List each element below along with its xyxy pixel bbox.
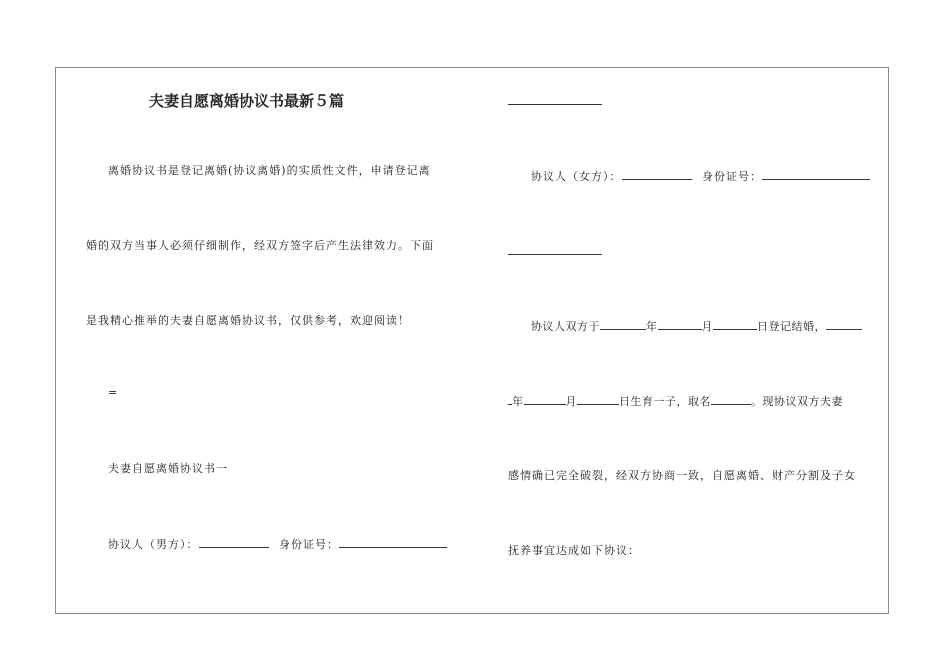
marriage-day-blank	[713, 319, 757, 330]
birth-day-blank	[577, 394, 619, 405]
man-name-blank	[199, 537, 269, 548]
separator-mark: =	[108, 386, 119, 399]
birth-year-blank-start	[826, 319, 862, 330]
woman-party-label: 协议人（女方）：	[531, 170, 622, 183]
continuation-line-top	[508, 104, 602, 105]
marriage-month-blank	[658, 319, 702, 330]
child-name-blank	[711, 394, 751, 405]
woman-party-row	[531, 168, 870, 184]
document-page	[55, 67, 889, 614]
intro-line-3: 是我精心推举的夫妻自愿离婚协议书，仅供参考，欢迎阅读！	[86, 314, 410, 327]
woman-id-continuation-line	[508, 254, 602, 255]
marriage-year-blank	[600, 319, 646, 330]
child-birth-row: 年 月 日生育一子，取名 。现协议双方夫妻	[508, 393, 843, 409]
breakup-line: 感情确已完全破裂，经双方协商一致，自愿离婚、财产分割及子女	[508, 469, 856, 482]
section-heading: 夫妻自愿离婚协议书一	[108, 462, 228, 475]
agreement-line: 抚养事宜达成如下协议：	[508, 544, 640, 557]
intro-line-2: 婚的双方当事人必须仔细制作，经双方签字后产生法律效力。下面	[86, 239, 434, 252]
man-party-row	[108, 536, 447, 552]
man-id-label: 身份证号：	[279, 538, 339, 551]
birth-month-blank	[524, 394, 566, 405]
woman-id-blank	[762, 169, 870, 180]
man-id-blank	[339, 537, 447, 548]
document-title: 夫妻自愿离婚协议书最新５篇	[149, 92, 345, 110]
intro-line-1: 离婚协议书是登记离婚(协议离婚)的实质性文件，申请登记离	[108, 164, 431, 177]
woman-name-blank	[622, 169, 692, 180]
woman-id-label: 身份证号：	[702, 170, 762, 183]
marriage-date-row: 协议人双方于 年 月 日登记结婚，	[531, 318, 862, 334]
man-party-label: 协议人（男方）：	[108, 538, 199, 551]
